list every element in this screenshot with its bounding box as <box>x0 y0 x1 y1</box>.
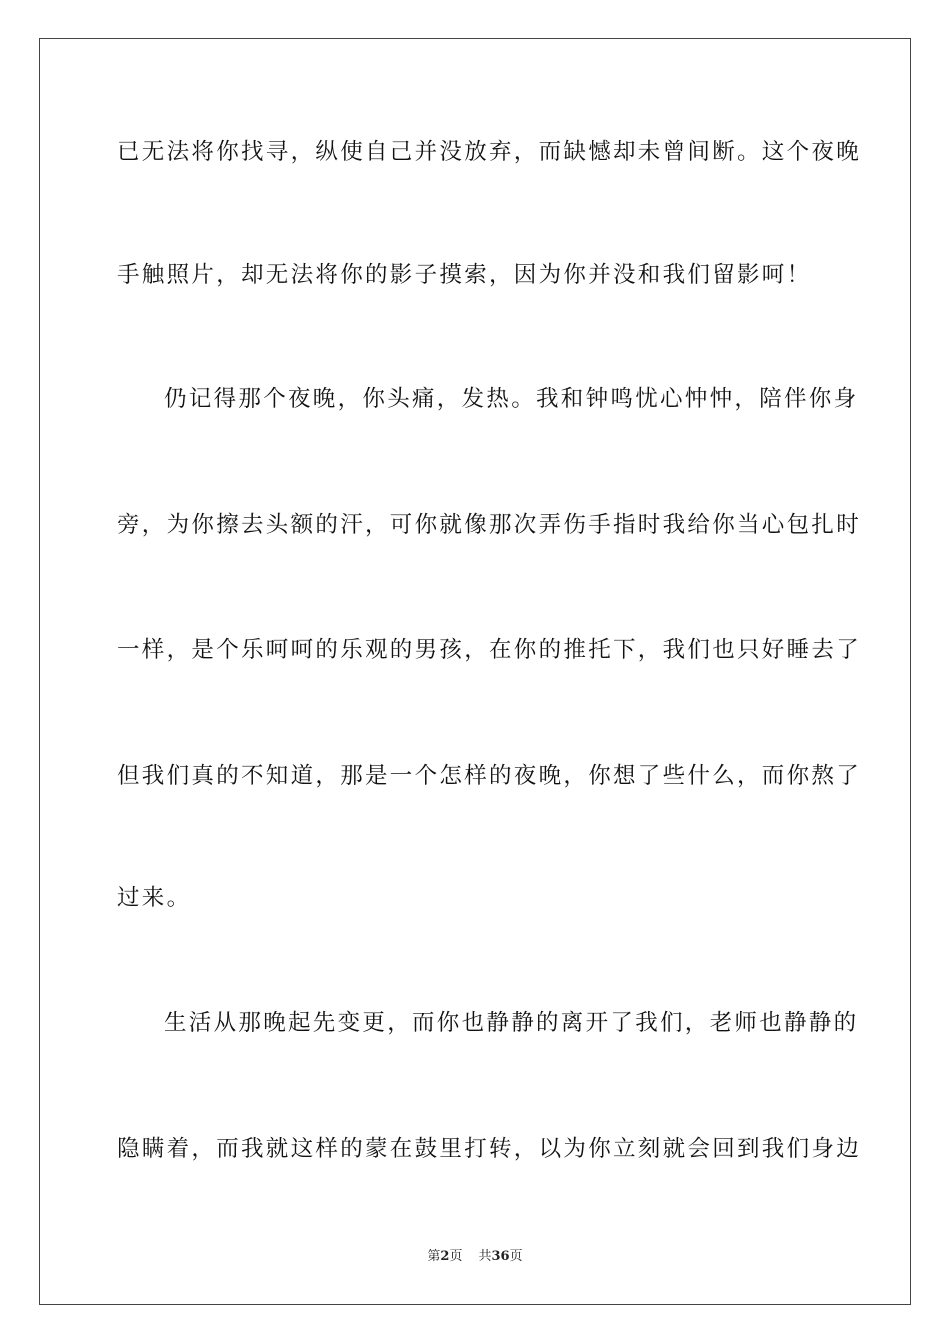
text-line-9: 隐瞒着，而我就这样的蒙在鼓里打转，以为你立刻就会回到我们身边 <box>117 1136 862 1162</box>
text-line-5: 一样，是个乐呵呵的乐观的男孩，在你的推托下，我们也只好睡去了 <box>117 637 862 663</box>
footer-page-suffix: 页 <box>449 1249 463 1264</box>
page-footer <box>0 1248 950 1266</box>
text-line-6: 但我们真的不知道，那是一个怎样的夜晚，你想了些什么，而你熬了 <box>117 763 862 789</box>
page-frame <box>39 38 911 1305</box>
text-line-1: 已无法将你找寻，纵使自己并没放弃，而缺憾却未曾间断。这个夜晚 <box>117 139 862 165</box>
text-line-8: 生活从那晚起先变更，而你也静静的离开了我们，老师也静静的 <box>164 1010 859 1036</box>
text-line-2: 手触照片，却无法将你的影子摸索，因为你并没和我们留影呵！ <box>117 262 812 288</box>
footer-page-prefix: 第 <box>427 1249 441 1264</box>
footer-total-prefix: 共 <box>478 1249 492 1264</box>
text-line-3: 仍记得那个夜晚，你头痛，发热。我和钟鸣忧心忡忡，陪伴你身 <box>164 386 859 412</box>
text-line-4: 旁，为你擦去头额的汗，可你就像那次弄伤手指时我给你当心包扎时 <box>117 512 862 538</box>
footer-total-pages: 36 <box>491 1249 510 1264</box>
footer-page-number: 2 <box>440 1249 450 1264</box>
footer-total-suffix: 页 <box>509 1249 523 1264</box>
text-line-7: 过来。 <box>117 885 192 911</box>
